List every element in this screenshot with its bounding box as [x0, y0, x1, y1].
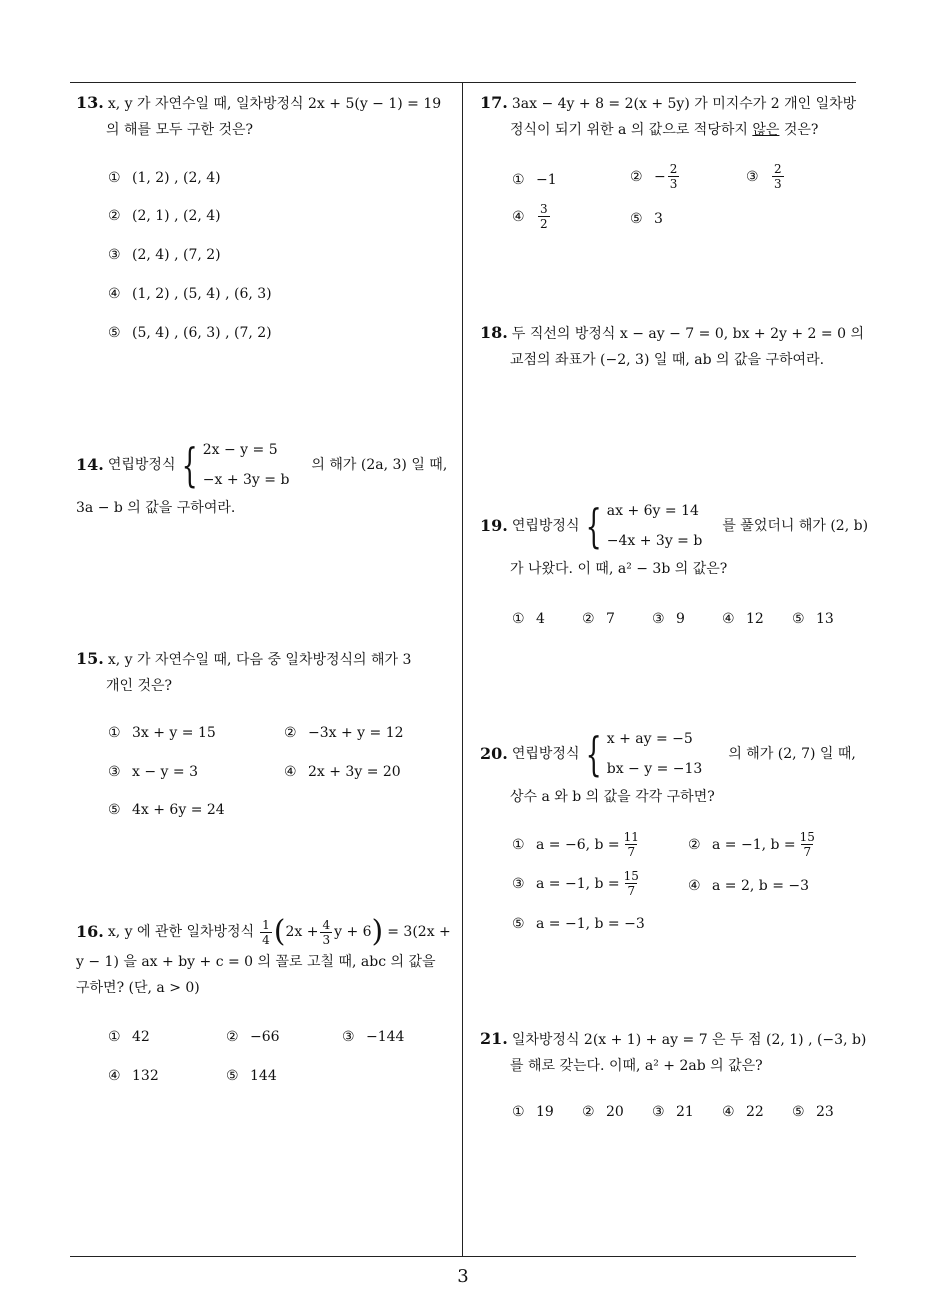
question-15 [76, 646, 411, 699]
option-1[interactable] [108, 725, 216, 741]
option-text: 2x + 3y = 20 [308, 764, 401, 780]
option-mark: ④ [722, 1104, 735, 1120]
equation-1: x + ay = −5 [606, 731, 693, 747]
option-4[interactable] [284, 764, 401, 780]
option-3[interactable] [746, 162, 786, 191]
option-1[interactable] [108, 1029, 150, 1045]
fraction: $\frac{2}{3}$ [669, 162, 678, 191]
fraction: $\frac{2}{3}$ [774, 162, 782, 191]
option-3[interactable] [512, 869, 643, 898]
option-text: 4 [536, 611, 545, 627]
option-1[interactable] [512, 830, 643, 859]
option-2[interactable] [108, 208, 221, 224]
option-5[interactable] [792, 611, 834, 627]
question-number: 17. [480, 93, 508, 112]
right-paren-icon: ) [371, 914, 384, 949]
option-2[interactable] [284, 725, 404, 741]
option-4[interactable] [722, 611, 764, 627]
question-text: 교점의 좌표가 (−2, 3) 일 때, ab 의 값을 구하여라. [510, 352, 825, 368]
question-18 [480, 320, 864, 373]
option-5[interactable] [226, 1068, 277, 1084]
question-14 [76, 435, 447, 521]
question-text: 개인 것은? [106, 678, 173, 694]
option-mark: ② [582, 1104, 595, 1120]
equation-2: −4x + 3y = b [606, 533, 703, 549]
option-text: 42 [132, 1029, 150, 1045]
question-number: 15. [76, 649, 104, 668]
question-16 [76, 915, 451, 1001]
option-mark: ② [108, 208, 121, 224]
option-text: (2, 4) , (7, 2) [132, 247, 221, 263]
equation-2: bx − y = −13 [606, 761, 703, 777]
option-text: −1 [536, 172, 557, 188]
option-text: −144 [366, 1029, 405, 1045]
option-text: a = −1, b = −3 [536, 916, 645, 932]
page-number: 3 [457, 1266, 469, 1287]
question-text: x, y 가 자연수일 때, 일차방정식 2x + 5(y − 1) = 19 [107, 96, 442, 112]
question-text: 의 해가 (2, 7) 일 때, [728, 746, 856, 762]
option-text: 21 [676, 1104, 694, 1120]
option-text: a = −1, b = [536, 875, 620, 892]
option-mark: ③ [652, 1104, 665, 1120]
option-mark: ③ [746, 168, 759, 185]
question-17 [480, 90, 856, 143]
option-2[interactable] [582, 611, 615, 627]
option-4[interactable] [688, 878, 809, 894]
expression-part: 2x + [285, 924, 319, 940]
question-number: 20. [480, 744, 508, 763]
option-4[interactable] [108, 1068, 159, 1084]
option-3[interactable] [342, 1029, 404, 1045]
option-mark: ③ [342, 1029, 355, 1045]
option-text: 144 [250, 1068, 277, 1084]
question-13 [76, 90, 441, 143]
question-text: 일차방정식 2(x + 1) + ay = 7 은 두 점 (2, 1) , (−3, b) [511, 1032, 867, 1048]
brace-icon: { [182, 438, 199, 492]
option-mark: ④ [108, 286, 121, 302]
option-mark: ⑤ [108, 802, 121, 818]
option-text: 132 [132, 1068, 159, 1084]
option-4[interactable] [722, 1104, 764, 1120]
option-mark: ① [108, 725, 121, 741]
option-text: 7 [606, 611, 615, 627]
option-mark: ② [582, 611, 595, 627]
question-text: x, y 에 관한 일차방정식 [107, 924, 255, 940]
option-text: −3x + y = 12 [308, 725, 404, 741]
emphasis-text: 않은 [752, 122, 780, 138]
question-text: 의 해를 모두 구한 것은? [106, 122, 254, 138]
option-5[interactable] [792, 1104, 834, 1120]
fraction: $\frac{1}{4}$ [262, 917, 270, 947]
expression-part: = 3(2x + [387, 924, 451, 940]
question-19 [480, 496, 868, 582]
option-mark: ③ [108, 764, 121, 780]
equation-1: 2x − y = 5 [202, 442, 278, 458]
question-text: 연립방정식 [511, 746, 580, 762]
option-2[interactable] [630, 162, 681, 191]
option-text: 19 [536, 1104, 554, 1120]
option-5[interactable] [630, 211, 663, 227]
question-text: x, y 가 자연수일 때, 다음 중 일차방정식의 해가 3 [107, 652, 412, 668]
question-text: 가 나왔다. 이 때, a² − 3b 의 값은? [510, 561, 728, 577]
option-mark: ② [226, 1029, 239, 1045]
bottom-rule [70, 1256, 856, 1257]
option-1[interactable] [512, 1104, 554, 1120]
option-mark: ④ [108, 1068, 121, 1084]
fraction: $\frac{4}{3}$ [322, 917, 331, 947]
option-sign: − [654, 168, 666, 185]
question-text: 3ax − 4y + 8 = 2(x + 5y) 가 미지수가 2 개인 일차방 [511, 96, 857, 112]
option-mark: ① [108, 1029, 121, 1045]
option-text: 9 [676, 611, 685, 627]
option-text: −66 [250, 1029, 280, 1045]
option-mark: ② [688, 836, 701, 853]
question-number: 16. [76, 922, 104, 941]
option-mark: ① [512, 172, 525, 188]
option-text: (5, 4) , (6, 3) , (7, 2) [132, 325, 272, 341]
option-3[interactable] [652, 1104, 694, 1120]
option-text: (2, 1) , (2, 4) [132, 208, 221, 224]
question-number: 14. [76, 455, 104, 474]
left-paren-icon: ( [273, 914, 286, 949]
brace-icon: { [586, 499, 603, 553]
option-mark: ③ [512, 875, 525, 892]
equation-system [583, 496, 702, 556]
option-text: (1, 2) , (5, 4) , (6, 3) [132, 286, 272, 302]
option-5[interactable] [108, 325, 272, 341]
option-1[interactable] [108, 170, 221, 186]
option-text: 3 [654, 211, 663, 227]
option-mark: ① [512, 611, 525, 627]
option-mark: ② [630, 168, 643, 185]
question-text: 상수 a 와 b 의 값을 각각 구하면? [510, 789, 715, 805]
brace-icon: { [586, 727, 603, 781]
question-text: 정식이 되기 위한 a 의 값으로 적당하지 [510, 122, 753, 138]
equation-system [179, 435, 289, 495]
question-number: 19. [480, 516, 508, 535]
equation-system [583, 724, 702, 784]
option-mark: ① [108, 170, 121, 186]
option-mark: ④ [512, 208, 525, 225]
option-text: 12 [746, 611, 764, 627]
option-mark: ② [284, 725, 297, 741]
question-text: 를 해로 갖는다. 이때, a² + 2ab 의 값은? [510, 1058, 763, 1074]
column-divider [462, 82, 463, 1256]
question-text: y − 1) 을 ax + by + c = 0 의 꼴로 고칠 때, abc 의 값을 [76, 954, 436, 970]
option-mark: ③ [652, 611, 665, 627]
option-text: 4x + 6y = 24 [132, 802, 225, 818]
question-text: 두 직선의 방정식 x − ay − 7 = 0, bx + 2y + 2 = 0 의 [511, 326, 864, 342]
question-number: 13. [76, 93, 104, 112]
equation-1: ax + 6y = 14 [606, 503, 699, 519]
option-mark: ④ [284, 764, 297, 780]
question-number: 18. [480, 323, 508, 342]
option-mark: ⑤ [512, 916, 525, 932]
equation-2: −x + 3y = b [202, 472, 290, 488]
option-1[interactable] [512, 611, 545, 627]
fraction: $\frac{15}{7}$ [799, 830, 815, 859]
question-21 [480, 1026, 866, 1079]
question-text: 의 해가 (2a, 3) 일 때, [311, 457, 448, 473]
option-text: 13 [816, 611, 834, 627]
option-5[interactable] [512, 916, 645, 932]
option-text: 23 [816, 1104, 834, 1120]
option-5[interactable] [108, 802, 225, 818]
option-text: (1, 2) , (2, 4) [132, 170, 221, 186]
option-text: 22 [746, 1104, 764, 1120]
question-text: 구하면? (단, a > 0) [76, 980, 200, 996]
question-text: 3a − b 의 값을 구하여라. [76, 500, 236, 516]
option-3[interactable] [108, 764, 198, 780]
fraction: $\frac{11}{7}$ [623, 830, 639, 859]
option-text: 20 [606, 1104, 624, 1120]
option-mark: ① [512, 836, 525, 853]
option-4[interactable] [108, 286, 272, 302]
option-text: a = −1, b = [712, 836, 796, 853]
question-20 [480, 724, 856, 810]
option-3[interactable] [108, 247, 221, 263]
option-3[interactable] [652, 611, 685, 627]
option-2[interactable] [688, 830, 819, 859]
question-text: 연립방정식 [511, 518, 580, 534]
question-text: 연립방정식 [107, 457, 176, 473]
option-mark: ⑤ [630, 211, 643, 227]
option-mark: ⑤ [226, 1068, 239, 1084]
option-mark: ⑤ [792, 1104, 805, 1120]
option-4[interactable] [512, 202, 552, 231]
expression-part: y + 6 [334, 924, 372, 940]
option-mark: ⑤ [108, 325, 121, 341]
option-2[interactable] [582, 1104, 624, 1120]
option-mark: ① [512, 1104, 525, 1120]
option-1[interactable] [512, 172, 557, 188]
option-text: 3x + y = 15 [132, 725, 216, 741]
question-text: 를 풀었더니 해가 (2, b) [722, 518, 869, 534]
fraction: $\frac{15}{7}$ [623, 869, 639, 898]
option-2[interactable] [226, 1029, 280, 1045]
option-text: a = −6, b = [536, 836, 620, 853]
option-text: x − y = 3 [132, 764, 198, 780]
option-mark: ③ [108, 247, 121, 263]
option-mark: ④ [688, 878, 701, 894]
fraction: $\frac{3}{2}$ [540, 202, 548, 231]
top-rule [70, 82, 856, 83]
question-text: 것은? [779, 122, 819, 138]
option-text: a = 2, b = −3 [712, 878, 810, 894]
option-mark: ④ [722, 611, 735, 627]
question-number: 21. [480, 1029, 508, 1048]
option-mark: ⑤ [792, 611, 805, 627]
